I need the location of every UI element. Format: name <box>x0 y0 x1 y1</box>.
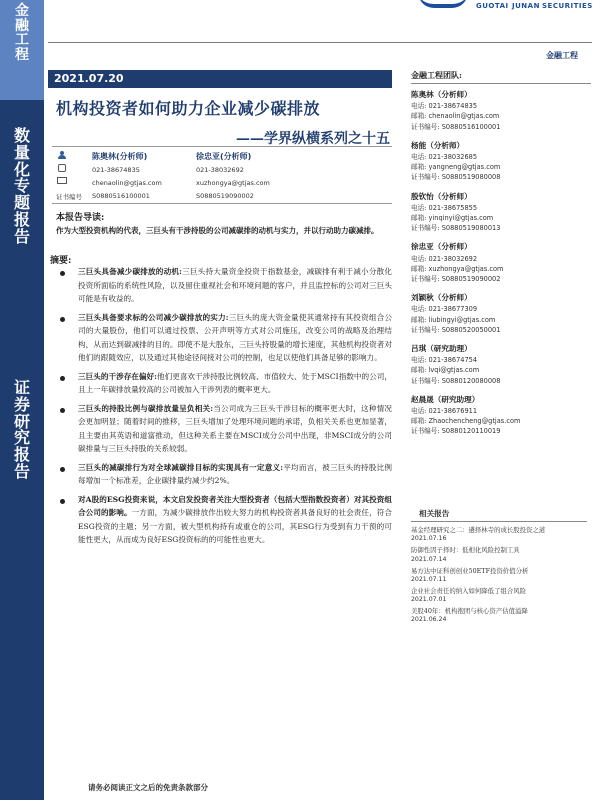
bullet-text: 一方面，为减少碳排放作出较大努力的机构投资者具备良好的社会责任，符合ESG投资的主题；另一方面，被大型机构持有或重仓的公司，其ESG行为受到有力干预的可能性更大，从而成为良好ESG投资标的的可能性也更大。 <box>78 508 392 545</box>
analyst-name: 徐忠亚(分析师) <box>196 152 252 161</box>
related-report-title[interactable]: 防御性因子择时：低相化风险控制工具 <box>411 546 520 555</box>
team-member <box>411 191 591 234</box>
member-name: 陈奥林（分析师） <box>411 90 472 99</box>
cert-label: 证书编号: <box>411 427 440 436</box>
list-item <box>56 265 392 306</box>
phone-value: 021-38676911 <box>428 406 478 415</box>
member-email <box>411 365 591 375</box>
cert-label: 证书编号: <box>411 122 440 131</box>
sidebar-top-label <box>0 4 44 63</box>
phone-label: 电话: <box>411 254 427 263</box>
bullet-lead: 三巨头的干涉存在偏好: <box>78 371 157 381</box>
analyst-cert: S0880519090002 <box>196 192 254 200</box>
member-cert <box>411 376 591 386</box>
sidebar-char: 工 <box>15 32 29 49</box>
report-date-bar: 2021.07.20 <box>48 70 392 88</box>
cert-value: S0880519090002 <box>441 274 501 283</box>
report-title: 机构投资者如何助力企业减少碳排放 <box>56 99 321 118</box>
logo-word: SECURITIES <box>542 2 593 10</box>
list-item <box>56 493 392 547</box>
report-subtitle: ——学界纵横系列之十五 <box>236 131 390 147</box>
left-sidebar-band <box>0 0 44 800</box>
company-logo <box>418 0 600 18</box>
phone-label: 电话: <box>411 152 427 161</box>
person-icon <box>58 151 66 159</box>
team-member <box>411 241 591 284</box>
team-member <box>411 292 591 335</box>
related-reports <box>411 508 587 627</box>
member-cert <box>411 325 591 335</box>
bullet-lead: 三巨头的持股比例与碳排放量呈负相关: <box>78 403 214 413</box>
bullet-dot-icon <box>60 408 65 413</box>
sidebar-char: 研 <box>13 411 30 431</box>
phone-label: 电话: <box>411 305 427 314</box>
related-report-date: 2021.07.16 <box>411 535 447 543</box>
member-email <box>411 416 591 426</box>
cert-value: S0880516100001 <box>441 122 501 131</box>
cert-value: S0880519080008 <box>441 173 501 182</box>
bullet-lead: 三巨头具备要求标的公司减少碳排放的实力: <box>78 312 229 322</box>
phone-value: 021-38674835 <box>428 102 478 111</box>
sidebar-research-label <box>0 380 44 481</box>
list-item <box>56 311 392 365</box>
bullet-text: 三巨头的庞大资金量使其通常持有其投资组合公司的大量股份，他们可以通过投票、公开声明等方式对公司施压，改变公司的战略及治理结构，从而达到碳减排的目的。即使不是大股东，三巨头持股量的增长速度，其他机构投资者对他们的跟随效应，以及通过其他途径间接对公司的控制，也足以使他们具备足够的影响力。 <box>78 312 392 363</box>
email-label: 邮箱: <box>411 213 427 222</box>
sidebar-char: 券 <box>13 394 30 414</box>
phone-label: 电话: <box>411 203 427 212</box>
email-value[interactable]: Zhaochencheng@gtjas.com <box>428 417 521 426</box>
sidebar-char: 告 <box>13 461 30 481</box>
email-label: 邮箱: <box>411 315 427 324</box>
cert-value: S0880120080008 <box>441 376 501 385</box>
related-report-title[interactable]: 美股40年：机构抱团与核心资产估值溢降 <box>411 607 528 616</box>
email-value[interactable]: xuzhongya@gtjas.com <box>428 264 504 273</box>
member-phone <box>411 254 591 264</box>
sidebar-char: 化 <box>13 159 30 179</box>
list-item <box>56 402 392 456</box>
member-cert <box>411 274 591 284</box>
team-panel <box>411 70 591 445</box>
email-label: 邮箱: <box>411 366 427 375</box>
email-label: 邮箱: <box>411 417 427 426</box>
analyst-email[interactable]: xuzhongya@gtjas.com <box>196 179 270 187</box>
member-email <box>411 162 591 172</box>
sidebar-report-type <box>0 128 44 246</box>
abstract-heading: 摘要: <box>50 256 72 266</box>
related-report-title[interactable]: 易方达中证科创创业50ETF投资价值分析 <box>411 566 529 575</box>
cert-label: 证书编号 <box>56 193 82 201</box>
related-report-date: 2021.07.14 <box>411 555 447 563</box>
disclaimer-footer: 请务必阅读正文之后的免责条款部分 <box>88 783 208 792</box>
sidebar-char: 告 <box>13 226 30 246</box>
analyst-cert: S0880516100001 <box>92 192 150 200</box>
cert-label: 证书编号: <box>411 173 440 182</box>
bullet-lead: 对A股的ESG投资来说，本文启发投资者关注大型投资者（包括大型指数投资者）对其投资组合公司的影响。 <box>78 494 392 518</box>
sidebar-char: 报 <box>13 209 30 229</box>
cert-label: 证书编号: <box>411 274 440 283</box>
email-value[interactable]: lvqi@gtjas.com <box>428 366 480 375</box>
member-email <box>411 264 591 274</box>
bullet-dot-icon <box>60 376 65 381</box>
phone-value: 021-38674754 <box>428 356 478 365</box>
analyst-name: 陈奥林(分析师) <box>92 152 148 161</box>
member-name: 吕琪（研究助理） <box>411 343 472 353</box>
phone-value: 021-38032692 <box>428 254 478 263</box>
bullet-text: 平均而言，被三巨头的持股比例每增加一个标准差，企业碳排量约减少约2%。 <box>78 462 392 486</box>
sidebar-char: 题 <box>13 193 30 213</box>
team-member <box>411 343 591 386</box>
related-report-date: 2021.07.01 <box>411 596 447 604</box>
sidebar-char: 金 <box>15 3 29 19</box>
bullet-dot-icon <box>60 317 65 322</box>
phone-value: 021-38032685 <box>428 152 478 161</box>
member-cert <box>411 172 591 182</box>
member-phone <box>411 152 591 162</box>
sidebar-char: 证 <box>13 378 30 397</box>
email-label: 邮箱: <box>411 112 427 121</box>
guide-heading: 本报告导读: <box>56 213 105 223</box>
bullet-text: 他们更喜欢干涉持股比例较高、市值较大、处于MSCI指数中的公司，且上一年碳排放量较高的公司被加入干涉列表的概率更大。 <box>78 371 392 395</box>
email-label: 邮箱: <box>411 163 427 172</box>
member-email <box>411 111 591 121</box>
member-phone <box>411 101 591 111</box>
sidebar-char: 报 <box>13 445 30 465</box>
email-value[interactable]: liubingyi@gtjas.com <box>428 315 496 324</box>
email-value[interactable]: yangneng@gtjas.com <box>428 163 501 172</box>
related-report-date: 2021.07.11 <box>411 575 447 583</box>
email-value[interactable]: chenaolin@gtjas.com <box>428 112 500 121</box>
member-phone <box>411 304 591 314</box>
related-report-title[interactable]: 基金经理研究之二：遴择林寺的成长股投资之道 <box>411 526 546 534</box>
section-label: 金融工程 <box>546 50 578 60</box>
cert-label: 证书编号: <box>411 224 440 233</box>
sidebar-char: 专 <box>13 176 30 196</box>
related-report-title[interactable]: 企业社会责任的纳入如何降低了组合风险 <box>411 586 527 595</box>
member-name: 殷钦怡（分析师） <box>411 191 472 201</box>
member-phone <box>411 203 591 213</box>
phone-value: 021-38677309 <box>428 305 478 314</box>
cert-value: S0880519080013 <box>441 224 501 233</box>
sidebar-char: 究 <box>13 428 30 448</box>
email-label: 邮箱: <box>411 264 427 273</box>
bullet-text: 三巨头持大量资金投资于指数基金，减碳排有利于减小分散化投资所面临的系统性风险，以及留住重视社会和环境问题的客户，并且监控标的公司对三巨头可能是有收益的。 <box>78 267 392 304</box>
member-email <box>411 213 591 223</box>
team-member <box>411 394 591 437</box>
team-member <box>411 89 591 132</box>
logo-swoosh <box>418 0 468 8</box>
analyst-phone: 021-38032692 <box>196 166 244 174</box>
team-title: 金融工程团队: <box>411 70 591 84</box>
list-item <box>56 461 392 488</box>
member-name: 杨能（分析师） <box>411 140 465 150</box>
team-member <box>411 140 591 183</box>
phone-label: 电话: <box>411 102 427 111</box>
cert-value: S0880520050001 <box>441 325 501 334</box>
mail-icon <box>57 177 67 184</box>
analyst-info <box>52 146 392 204</box>
email-value[interactable]: yinqinyi@gtjas.com <box>428 213 494 222</box>
sidebar-char: 量 <box>13 142 30 162</box>
sidebar-char: 程 <box>15 47 29 64</box>
member-phone <box>411 355 591 365</box>
member-cert <box>411 223 591 233</box>
bullet-dot-icon <box>60 271 65 276</box>
bullet-text: 当公司成为三巨头干涉目标的概率更大时，这种情况会更加明显；随着时间的推移，三巨头增加了处理环境问题的承诺，负相关关系也更加显著，且主要由其英语和道富推动，但这种关系主要在MSCI成分公司中出现，非MSCI成分的公司碳排量与三巨头持股的关系较弱。 <box>78 403 392 454</box>
analyst-email[interactable]: chenaolin@gtjas.com <box>92 179 162 187</box>
member-email <box>411 315 591 325</box>
abstract-bullets <box>56 265 392 552</box>
phone-icon <box>58 164 66 172</box>
sidebar-char: 融 <box>15 17 29 34</box>
bullet-lead: 三巨头的减碳排行为对全球减碳排目标的实现具有一定意义: <box>78 462 284 472</box>
bullet-dot-icon <box>60 499 65 504</box>
guide-text: 作为大型投资机构的代表，三巨头有干涉持股的公司减碳排的动机与实力，并以行动助力碳减排。 <box>56 226 379 235</box>
logo-word: GUOTAI <box>476 2 509 10</box>
member-name: 徐忠亚（分析师） <box>411 242 472 252</box>
list-item <box>56 370 392 397</box>
related-heading: 相关报告 <box>411 508 587 522</box>
bullet-dot-icon <box>60 467 65 472</box>
member-phone <box>411 406 591 416</box>
phone-value: 021-38675855 <box>428 203 478 212</box>
sidebar-char: 数 <box>13 126 30 145</box>
logo-word: JUNAN <box>512 2 540 10</box>
header-divider <box>48 42 592 43</box>
cert-label: 证书编号: <box>411 325 440 334</box>
related-report-date: 2021.06.24 <box>411 616 447 624</box>
phone-label: 电话: <box>411 406 427 415</box>
member-name: 赵晨晟（研究助理） <box>411 394 480 404</box>
bullet-lead: 三巨头具备减少碳排放的动机: <box>78 267 182 276</box>
analyst-phone: 021-38674835 <box>92 166 140 174</box>
cert-value: S0880120110019 <box>441 427 501 436</box>
member-name: 刘颖秋（分析师） <box>411 293 472 303</box>
member-cert <box>411 426 591 436</box>
phone-label: 电话: <box>411 356 427 365</box>
member-cert <box>411 122 591 132</box>
cert-label: 证书编号: <box>411 376 440 385</box>
